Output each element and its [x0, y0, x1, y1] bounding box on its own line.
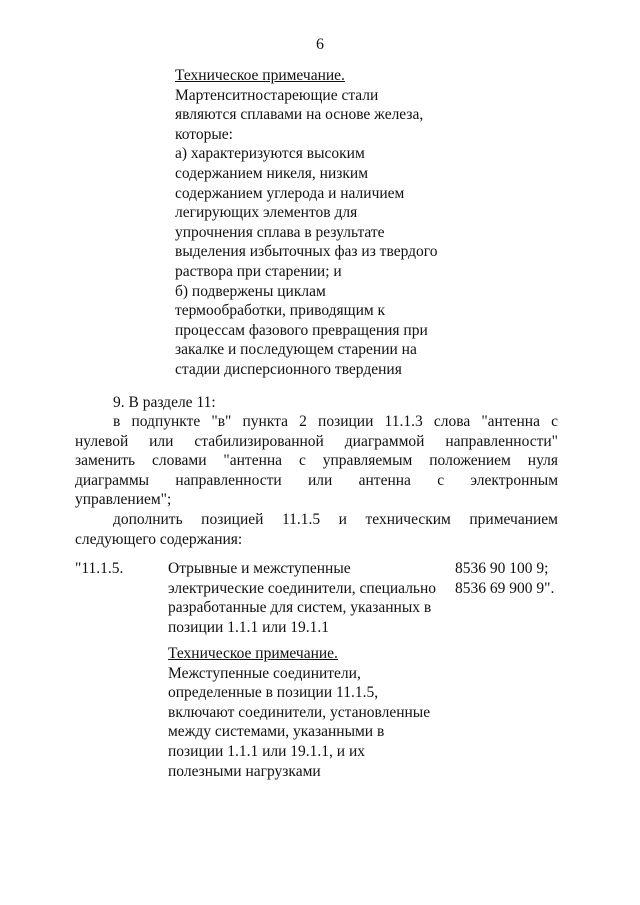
entry-description: [168, 559, 453, 637]
description-line: позиции 1.1.1 или 19.1.1: [168, 618, 330, 636]
note-line: позиции 1.1.1 или 19.1.1, и их: [168, 742, 366, 760]
note-line: содержанием углерода и наличием: [175, 184, 405, 202]
entry-code: [75, 559, 123, 579]
note-line: процессам фазового превращения при: [175, 321, 428, 339]
description-line: разработанные для систем, указанных в: [168, 599, 432, 617]
note-line: раствора при старении; и: [175, 262, 342, 280]
note-line: включают соединители, установленные: [168, 703, 431, 721]
paragraph-line: управлением";: [75, 491, 172, 509]
note-line: а) характеризуются высоким: [175, 145, 365, 163]
tn-code: 8536 90 100 9;: [455, 560, 549, 577]
technical-note-2: [168, 644, 458, 781]
note-line: полезными нагрузками: [168, 762, 321, 780]
note-line: являются сплавами на основе железа,: [175, 106, 424, 124]
tn-code: 8536 69 900 9".: [455, 579, 555, 597]
paragraph-line: нулевой или стабилизированной диаграммой направленности": [75, 432, 558, 450]
paragraph-line: в подпункте "в" пункта 2 позиции 11.1.3 слова "антенна с: [113, 413, 558, 430]
note-line: содержанием никеля, низким: [175, 164, 369, 182]
paragraph-add: [75, 510, 558, 549]
paragraph-line: дополнить позицией 11.1.5 и техническим примечанием: [113, 511, 558, 528]
entry-tn-codes: [455, 559, 554, 598]
section-heading-text: 9. В разделе 11:: [113, 394, 216, 411]
note-line: определенные в позиции 11.1.5,: [168, 684, 379, 702]
paragraph-line: заменить словами "антенна с управляемым положением нуля: [75, 452, 558, 470]
paragraph-line: диаграммы направленности или антенна с электронным: [75, 471, 558, 489]
entry-code-text: "11.1.5.: [75, 560, 124, 577]
note-line: выделения избыточных фаз из твердого: [175, 243, 438, 261]
note-line: б) подвержены циклам: [175, 282, 326, 300]
technical-note-heading: Техническое примечание.: [168, 645, 338, 662]
note-line: стадии дисперсионного твердения: [175, 360, 402, 378]
section-heading: [113, 393, 216, 413]
note-line: упрочнения сплава в результате: [175, 223, 385, 241]
technical-note-1: [175, 66, 475, 380]
note-line: закалке и последующем старении на: [175, 341, 417, 359]
description-line: Отрывные и межступенные: [168, 560, 351, 577]
description-line: электрические соединители, специально: [168, 579, 437, 597]
paragraph-line: следующего содержания:: [75, 530, 243, 548]
note-line: Мартенситностареющие стали: [175, 86, 379, 104]
note-line: Межступенные соединители,: [168, 664, 361, 682]
note-line: термообработки, приводящим к: [175, 302, 386, 320]
page-number: 6: [316, 36, 324, 53]
technical-note-heading: Техническое примечание.: [175, 67, 345, 84]
note-line: легирующих элементов для: [175, 204, 358, 222]
note-line: между системами, указанными в: [168, 723, 385, 741]
note-line: которые:: [175, 125, 233, 143]
paragraph-replace: [75, 412, 558, 510]
